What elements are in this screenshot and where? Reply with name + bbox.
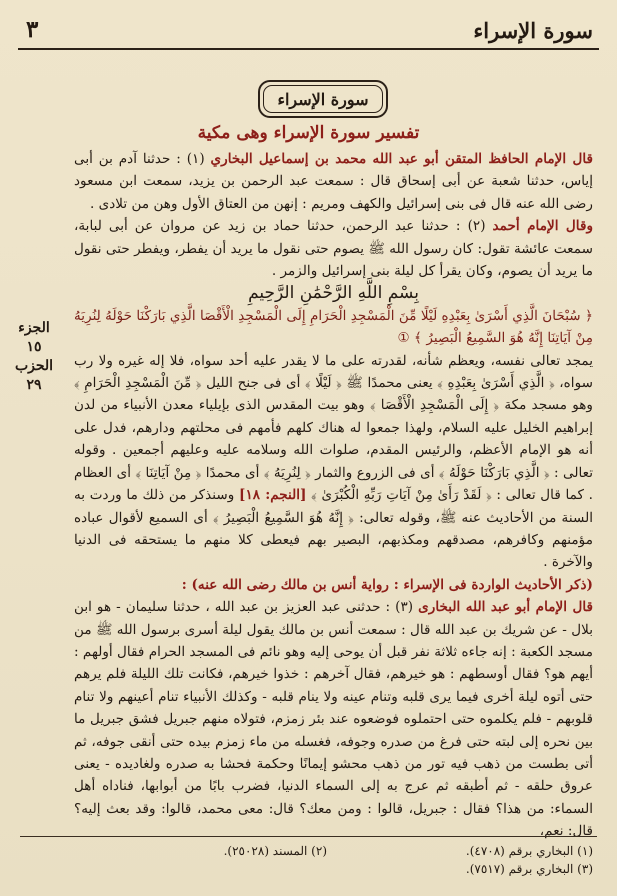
paragraph-ahmad (74, 215, 593, 282)
narrator-lead: وقال الإمام أحمد (492, 218, 594, 235)
paragraph-text: يمجد تعالى نفسه، ويعظم شأنه، لقدرته على ما لا يقدر عليه أحد سواه، فلا إله غيره ولا رب سواه، ﴿ الَّذِي أَسْرَىٰ بِعَبْدِهِ ﴾ يعنى محمدًا ﷺ ﴿ لَيْلًا ﴾ أى فى جنح الليل ﴿ مِّنَ الْمَسْجِدِ الْحَرَامِ ﴾ وهو مسجد مكة ﴿ إِلَى الْمَسْجِدِ الْأَقْصَا ﴾ وهو بيت المقدس الذى بإيلياء معدن الأنبياء من لدن إبراهيم الخليل عليه السلام، ولهذا جمعوا له هناك كلهم فأمهم فى محلتهم ودارهم، فدل على أنه هو الإمام الأعظم، والرئيس المقدم، صلوات الله وسلامه عليه وعليهم أجمعين . وقوله تعالى : ﴿ الَّذِي بَارَكْنَا حَوْلَهُ ﴾ أى فى الزروع والثمار ﴿ لِنُرِيَهُ ﴾ أى محمدًا ﴿ مِنْ آيَاتِنَا ﴾ أى العظام . كما قال تعالى : ﴿ لَقَدْ رَأَىٰ مِنْ آيَاتِ رَبِّهِ الْكُبْرَىٰ ﴾ (74, 352, 593, 504)
paragraph-text: : حدثنا عبد الرحمن، حدثنا حماد بن زيد عن مروان عن أبى لبابة، سمعت عائشة تقول: كان رسول الله ﷺ يصوم حتى نقول ما يريد أن يفطر، ويفطر حتى نقول ما يريد أن يصوم، وكان يقرأ كل ليلة بنى إسرائيل والزمر . (74, 218, 593, 280)
paragraph-bukhari-2 (74, 596, 593, 842)
footnotes-right (466, 842, 593, 878)
sura-title-box (258, 80, 388, 118)
verse-reference: [النجم: ١٨] (239, 487, 307, 504)
juz-hizb-marker (10, 319, 58, 395)
juz-number: ١٥ (26, 339, 42, 355)
footnote-3: (٣) البخاري برقم (٧٥١٧). (465, 862, 593, 876)
juz-label: الجزء (18, 320, 50, 336)
footnote-divider (20, 836, 597, 837)
sura-title: سورة الإسراء (277, 89, 369, 109)
hizb-label: الحزب (14, 358, 54, 374)
footnote-ref: (٢) (467, 218, 486, 235)
page-number: ٣ (26, 16, 39, 43)
running-title: سورة الإسراء (473, 18, 593, 43)
tafsir-paragraph (74, 350, 593, 574)
footnote-1: (١) البخاري برقم (٤٧٠٨). (465, 844, 593, 858)
quran-verse: ﴿ سُبْحَانَ الَّذِي أَسْرَىٰ بِعَبْدِهِ لَيْلًا مِّنَ الْمَسْجِدِ الْحَرَامِ إِلَى الْمَسْجِدِ الْأَقْصَا الَّذِي بَارَكْنَا حَوْلَهُ لِنُرِيَهُ مِنْ آيَاتِنَا إِنَّهُ هُوَ السَّمِيعُ الْبَصِيرُ ﴾ ① (74, 307, 593, 347)
paragraph-bukhari-1 (74, 148, 593, 215)
section-heading: (ذكر الأحاديث الواردة فى الإسراء : رواية أنس بن مالك رضى الله عنه) : (181, 576, 593, 593)
footnote-ref: (١) (186, 151, 205, 167)
footnote-2: (٢) المسند (٢٥٠٢٨). (223, 844, 327, 858)
main-text (74, 148, 593, 843)
tafsir-heading: تفسير سورة الإسراء وهى مكية (197, 123, 420, 143)
basmala: بِسْمِ اللَّهِ الرَّحْمَٰنِ الرَّحِيمِ (248, 283, 419, 304)
paragraph-text: : حدثنا آدم بن أبى إياس، حدثنا شعبة عن أبى إسحاق قال : سمعت عبد الرحمن بن يزيد، سمعت ابن مسعود رضى الله عنه قال فى بنى إسرائيل والكهف ومريم : إنهن من العتاق الأول وهن من تلادى . (74, 151, 593, 212)
footnote-ref: (٣) (395, 599, 414, 616)
paragraph-text: : حدثنى عبد العزيز بن عبد الله ، حدثنا سليمان - هو ابن بلال - عن شريك بن عبد الله قال : سمعت أنس بن مالك يقول ليلة أسرى برسول الله ﷺ من مسجد الكعبة : إنه جاءه ثلاثة نفر قبل أن يوحى إليه وهو نائم فى المسجد الحرام فقال أولهم : أيهم هو؟ فقال أوسطهم : هو خيرهم، فقال آخرهم : خذوا خيرهم، فكانت تلك الليلة فلم يرهم حتى أتوه ليلة أخرى فيما يرى قلبه وتنام عينه ولا ينام قلبه - وكذلك الأنبياء تنام أعينهم ولا تنام قلوبهم - فلم يكلموه حتى احتملوه فوضعوه عند بئر زمزم، فتولاه منهم جبريل فشق جبريل ما بين نحره إلى لبته حتى فرغ من صدره وجوفه، فغسله من ماء زمزم بيده حتى أنقى جوفه، ثم أتى بطست من ذهب فيه تور من ذهب محشو إيمانًا وحكمة فحشا به صدره ولغاديده - يعنى عروق حلقه - ثم أطبقه ثم عرج به إلى السماء الدنيا، فضرب بابًا من أبوابها، فناداه أهل السماء: من هذا؟ فقال : جبريل، قالوا : ومن معك؟ قال: معى محمد، قالوا: وقد بعث إليه؟ قال: نعم، (74, 599, 593, 840)
hizb-number: ٢٩ (26, 377, 42, 393)
page-header (18, 14, 599, 50)
narrator-lead: قال الإمام الحافظ المتقن أبو عبد الله محمد بن إسماعيل البخاري (210, 151, 593, 167)
paragraph-text: وسنذكر من ذلك ما وردت به السنة من الأحاديث عنه ﷺ، وقوله تعالى: ﴿ إِنَّهُ هُوَ السَّمِيعُ الْبَصِيرُ ﴾ أى السميع لأقوال عباده مؤمنهم وكافرهم، مصدقهم ومكذبهم، البصير بهم فيعطى كلا منهم ما يستحقه فى الدنيا والآخرة . (74, 487, 593, 571)
narrator-lead: قال الإمام أبو عبد الله البخارى (418, 599, 593, 616)
footnotes-left (224, 842, 327, 860)
